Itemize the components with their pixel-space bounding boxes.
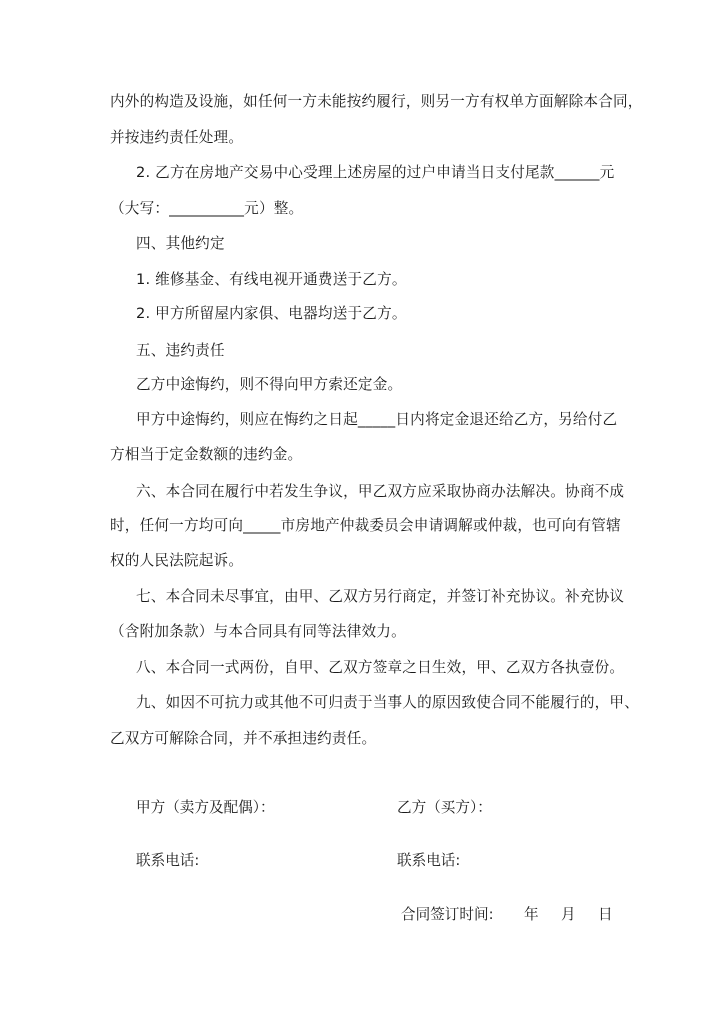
party-a-phone-label: 联系电话: (136, 852, 200, 869)
contract-line: 方相当于定金数额的违约金。 (110, 446, 303, 463)
sign-date-day: 日 (598, 906, 613, 923)
party-b-phone-label: 联系电话: (397, 852, 461, 869)
contract-line: （含附加条款）与本合同具有同等法律效力。 (110, 623, 406, 640)
contract-line: 2. 乙方在房地产交易中心受理上述房屋的过户申请当日支付尾款______元 (136, 164, 615, 181)
contract-line: （大写：__________元）整。 (110, 200, 304, 217)
contract-line: 甲方中途悔约，则应在悔约之日起_____日内将定金退还给乙方，另给付乙 (136, 411, 618, 428)
party-b-label: 乙方（买方）： (397, 799, 492, 816)
contract-line: 时，任何一方均可向_____市房地产仲裁委员会申请调解或仲裁，也可向有管辖 (110, 517, 621, 534)
section-heading: 四、其他约定 (136, 235, 225, 252)
party-a-label: 甲方（卖方及配偶）： (136, 799, 275, 816)
contract-line: 七、本合同未尽事宜，由甲、乙双方另行商定，并签订补充协议。补充协议 (136, 588, 625, 605)
sign-date-label: 合同签订时间: (401, 906, 494, 923)
contract-line: 乙双方可解除合同，并不承担违约责任。 (110, 730, 377, 747)
sign-date-year: 年 (524, 906, 539, 923)
contract-line: 内外的构造及设施，如任何一方未能按约履行，则另一方有权单方面解除本合同， (110, 93, 643, 110)
sign-date-month: 月 (561, 906, 576, 923)
contract-line: 2. 甲方所留屋内家俱、电器均送于乙方。 (136, 305, 407, 322)
contract-line: 九、如因不可抗力或其他不可归责于当事人的原因致使合同不能履行的，甲、 (136, 694, 639, 711)
contract-line: 1. 维修基金、有线电视开通费送于乙方。 (136, 271, 407, 288)
contract-line: 八、本合同一式两份，自甲、乙双方签章之日生效，甲、乙双方各执壹份。 (136, 659, 625, 676)
contract-line: 乙方中途悔约，则不得向甲方索还定金。 (136, 376, 403, 393)
contract-line: 六、本合同在履行中若发生争议，甲乙双方应采取协商办法解决。协商不成 (136, 483, 625, 500)
contract-line: 并按违约责任处理。 (110, 129, 244, 146)
section-heading: 五、违约责任 (136, 342, 225, 359)
contract-line: 权的人民法院起诉。 (110, 552, 244, 569)
